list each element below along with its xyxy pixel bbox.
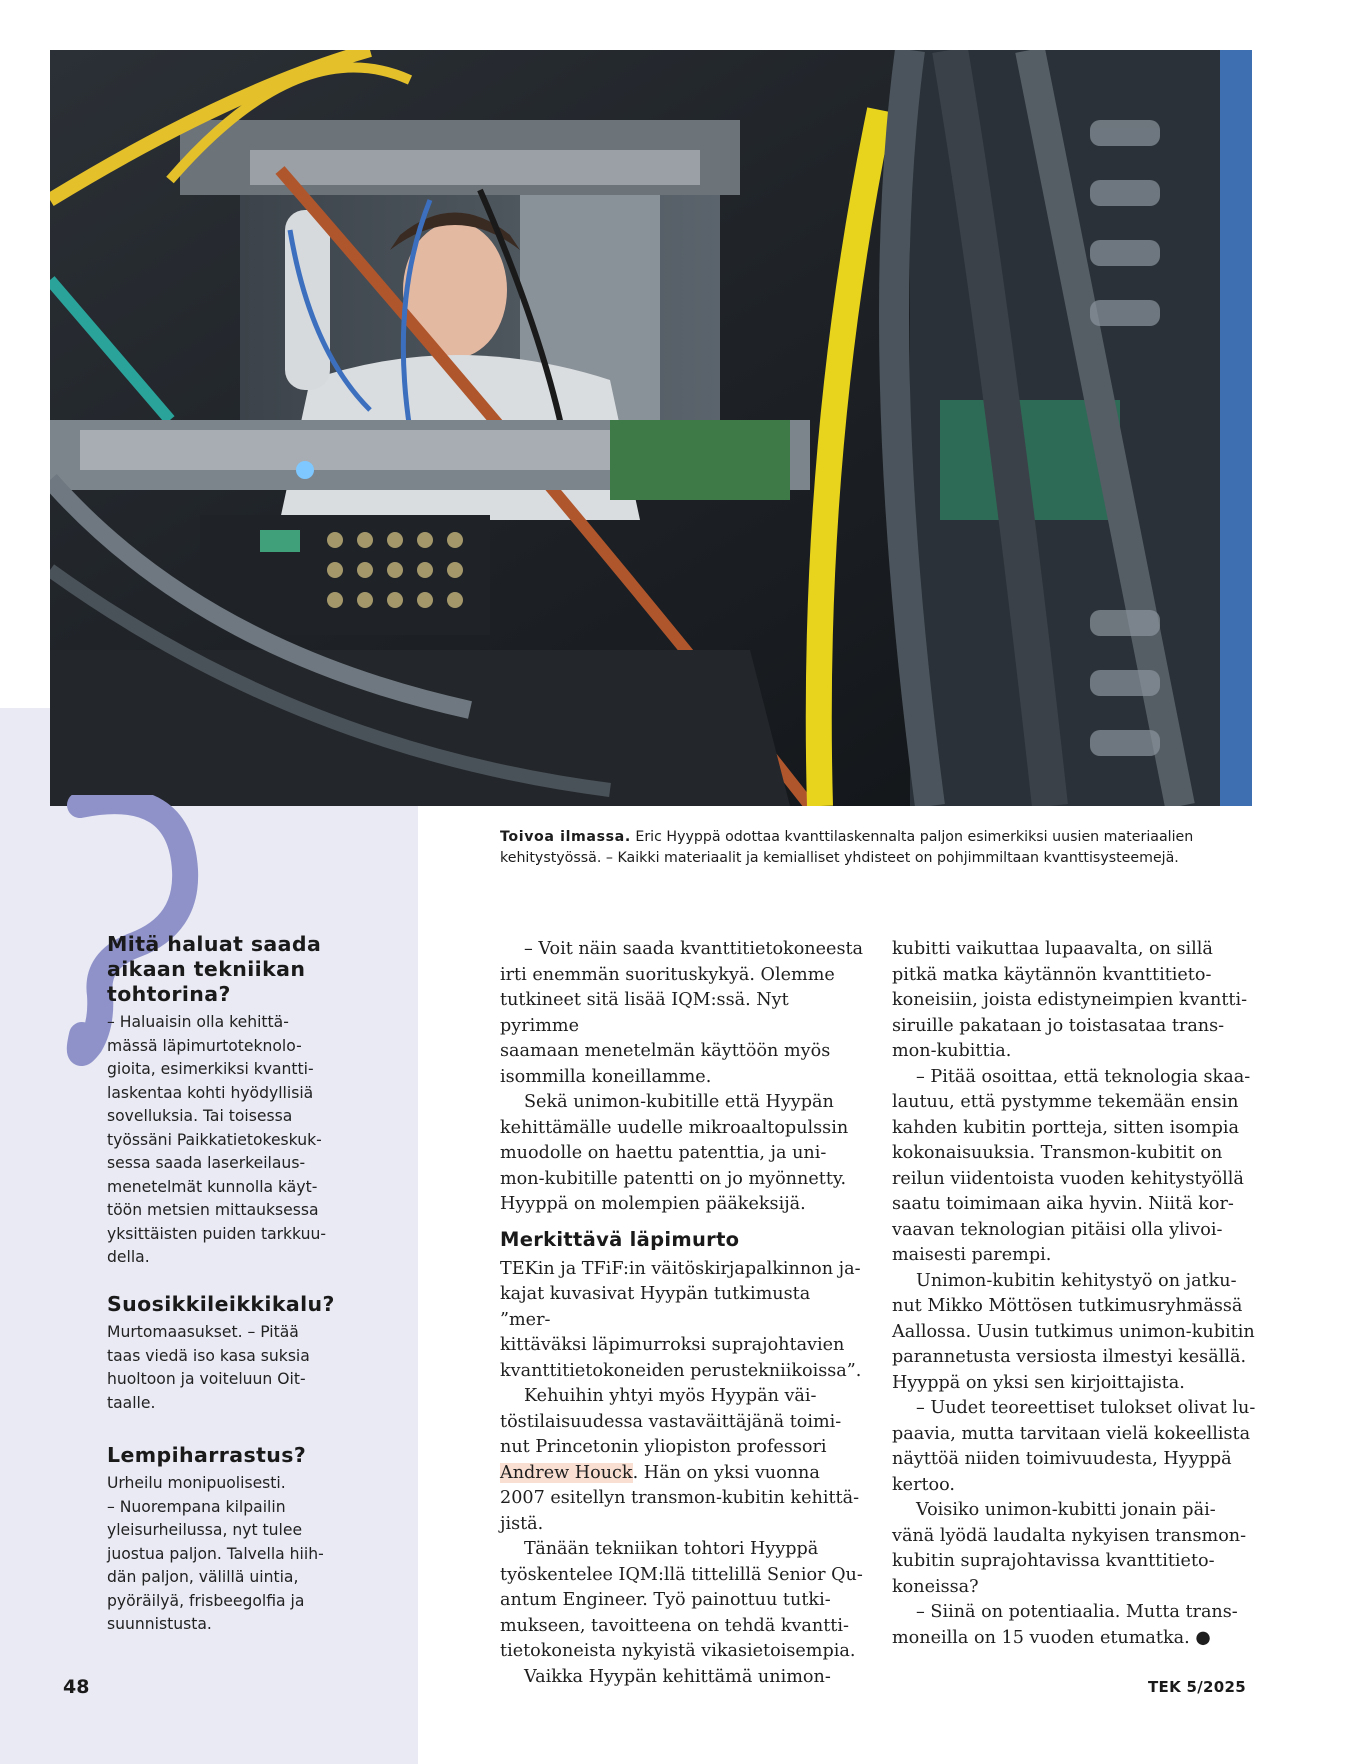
sidebar-answer-2: Murtomaasukset. – Pitää taas viedä iso kasa suksia huoltoon ja voiteluun Oit- taalle. bbox=[107, 1323, 310, 1412]
sidebar-section-1 bbox=[107, 932, 362, 1270]
paragraph: Tänään tekniikan tohtori Hyyppä työskentelee IQM:llä tittelillä Senior Qu- antum Engineer. Työ painottuu tutki- mukseen, tavoitteena on tehdä kvantti- tietokoneista nykyistä vikasietoisempia. bbox=[500, 1539, 863, 1661]
paragraph bbox=[892, 1600, 1257, 1651]
end-mark-icon: ● bbox=[1195, 1627, 1211, 1648]
hero-photo bbox=[50, 50, 1252, 806]
article-column-1 bbox=[500, 937, 865, 1690]
caption-lead: Toivoa ilmassa. bbox=[500, 829, 631, 845]
paragraph-part: . Hän on yksi vuonna 2007 esitellyn transmon-kubitin kehittä- jistä. bbox=[500, 1462, 860, 1534]
paragraph-part: – Siinä on potentiaalia. Mutta trans- moneilla on 15 vuoden etumatka. bbox=[892, 1602, 1238, 1648]
paragraph: Sekä unimon-kubitille että Hyypän kehittämälle uudelle mikroaaltopulssin muodolle on haettu patenttia, ja uni- mon-kubitille patentti on jo myönnetty. Hyyppä on molempien pääkeksijä. bbox=[500, 1092, 849, 1214]
sidebar-question-1: Mitä haluat saada aikaan tekniikan tohtorina? bbox=[107, 932, 322, 1006]
sidebar-answer-3: Urheilu monipuolisesti. – Nuorempana kilpailin yleisurheilussa, nyt tulee juostua paljon. Talvella hiih- dän paljon, välillä uintia, pyöräilyä, frisbeegolfia ja suunnistusta. bbox=[107, 1474, 324, 1633]
article-column-2 bbox=[892, 937, 1257, 1651]
sidebar-section-2 bbox=[107, 1292, 362, 1415]
caption-text: Eric Hyyppä odottaa kvanttilaskennalta paljon esimerkiksi uusien materiaalien kehitystyössä. – Kaikki materiaalit ja kemialliset yhdisteet on pohjimmiltaan kvanttisysteemejä. bbox=[500, 829, 1194, 866]
sidebar-question-2: Suosikkileikkikalu? bbox=[107, 1292, 335, 1316]
sidebar-question-3: Lempiharrastus? bbox=[107, 1443, 307, 1467]
paragraph: – Pitää osoittaa, että teknologia skaa- lautuu, että pystymme tekemään ensin kahden kubitin portteja, sitten isompia kokonaisuuksia. Transmon-kubitit on reilun viidentoista vuoden kehitystyöllä saatu toimimaan aika hyvin. Niitä kor- vaavan teknologian pitäisi olla ylivoi- maisesti parempi. bbox=[892, 1066, 1251, 1265]
paragraph: Unimon-kubitin kehitystyö on jatku- nut Mikko Möttösen tutkimusryhmässä Aallossa. Uusin tutkimus unimon-kubitin parannetusta versiosta ilmestyi kesällä. Hyyppä on yksi sen kirjoittajista. bbox=[892, 1270, 1255, 1393]
paragraph: – Uudet teoreettiset tulokset olivat lu- paavia, mutta tarvitaan vielä kokeellista näyttöä niiden toimivuudesta, Hyyppä kertoo. bbox=[892, 1398, 1256, 1495]
paragraph: Voisiko unimon-kubitti jonain päi- vänä lyödä laudalta nykyisen transmon- kubitin suprajohtavissa kvanttitieto- koneissa? bbox=[892, 1500, 1247, 1597]
server-rack-illustration bbox=[50, 50, 1252, 806]
highlighted-name: Andrew Houck bbox=[500, 1462, 633, 1483]
paragraph: TEKin ja TFiF:in väitöskirjapalkinnon ja- kajat kuvasivat Hyypän tutkimusta ”mer- kittäväksi läpimurroksi suprajohtavien kvanttitietokoneiden perustekniikoissa”. bbox=[500, 1258, 862, 1381]
sidebar-section-3 bbox=[107, 1443, 362, 1637]
section-heading: Merkittävä läpimurto bbox=[500, 1227, 740, 1251]
issue-label: TEK 5/2025 bbox=[1148, 1678, 1246, 1696]
photo-caption bbox=[500, 827, 1220, 869]
paragraph: kubitti vaikuttaa lupaavalta, on sillä pitkä matka käytännön kvanttitieto- koneisiin, joista edistyneimpien kvantti- siruille pakataan jo toistasataa trans- mon-kubittia. bbox=[892, 939, 1248, 1061]
page-number: 48 bbox=[63, 1676, 90, 1698]
paragraph: – Voit näin saada kvanttitietokoneesta irti enemmän suorituskykyä. Olemme tutkineet sitä lisää IQM:ssä. Nyt pyrimme saamaan menetelmän käyttöön myös isommilla koneillamme. bbox=[500, 939, 864, 1087]
paragraph-part: Kehuihin yhtyi myös Hyypän väi- töstilaisuudessa vastaväittäjänä toimi- nut Princetonin yliopiston professori bbox=[500, 1386, 842, 1457]
sidebar-answer-1: – Haluaisin olla kehittä- mässä läpimurtoteknolo- gioita, esimerkiksi kvantti- laskentaa kohti hyödyllisiä sovelluksia. Tai toisessa työssäni Paikkatietokeskuk- sessa saada laserkeilaus- menetelmät kunnolla käyt- töön metsien mittauksessa yksittäisten puiden tarkkuu- della. bbox=[107, 1013, 327, 1266]
paragraph: Vaikka Hyypän kehittämä unimon- bbox=[524, 1666, 831, 1687]
paragraph bbox=[500, 1384, 865, 1537]
